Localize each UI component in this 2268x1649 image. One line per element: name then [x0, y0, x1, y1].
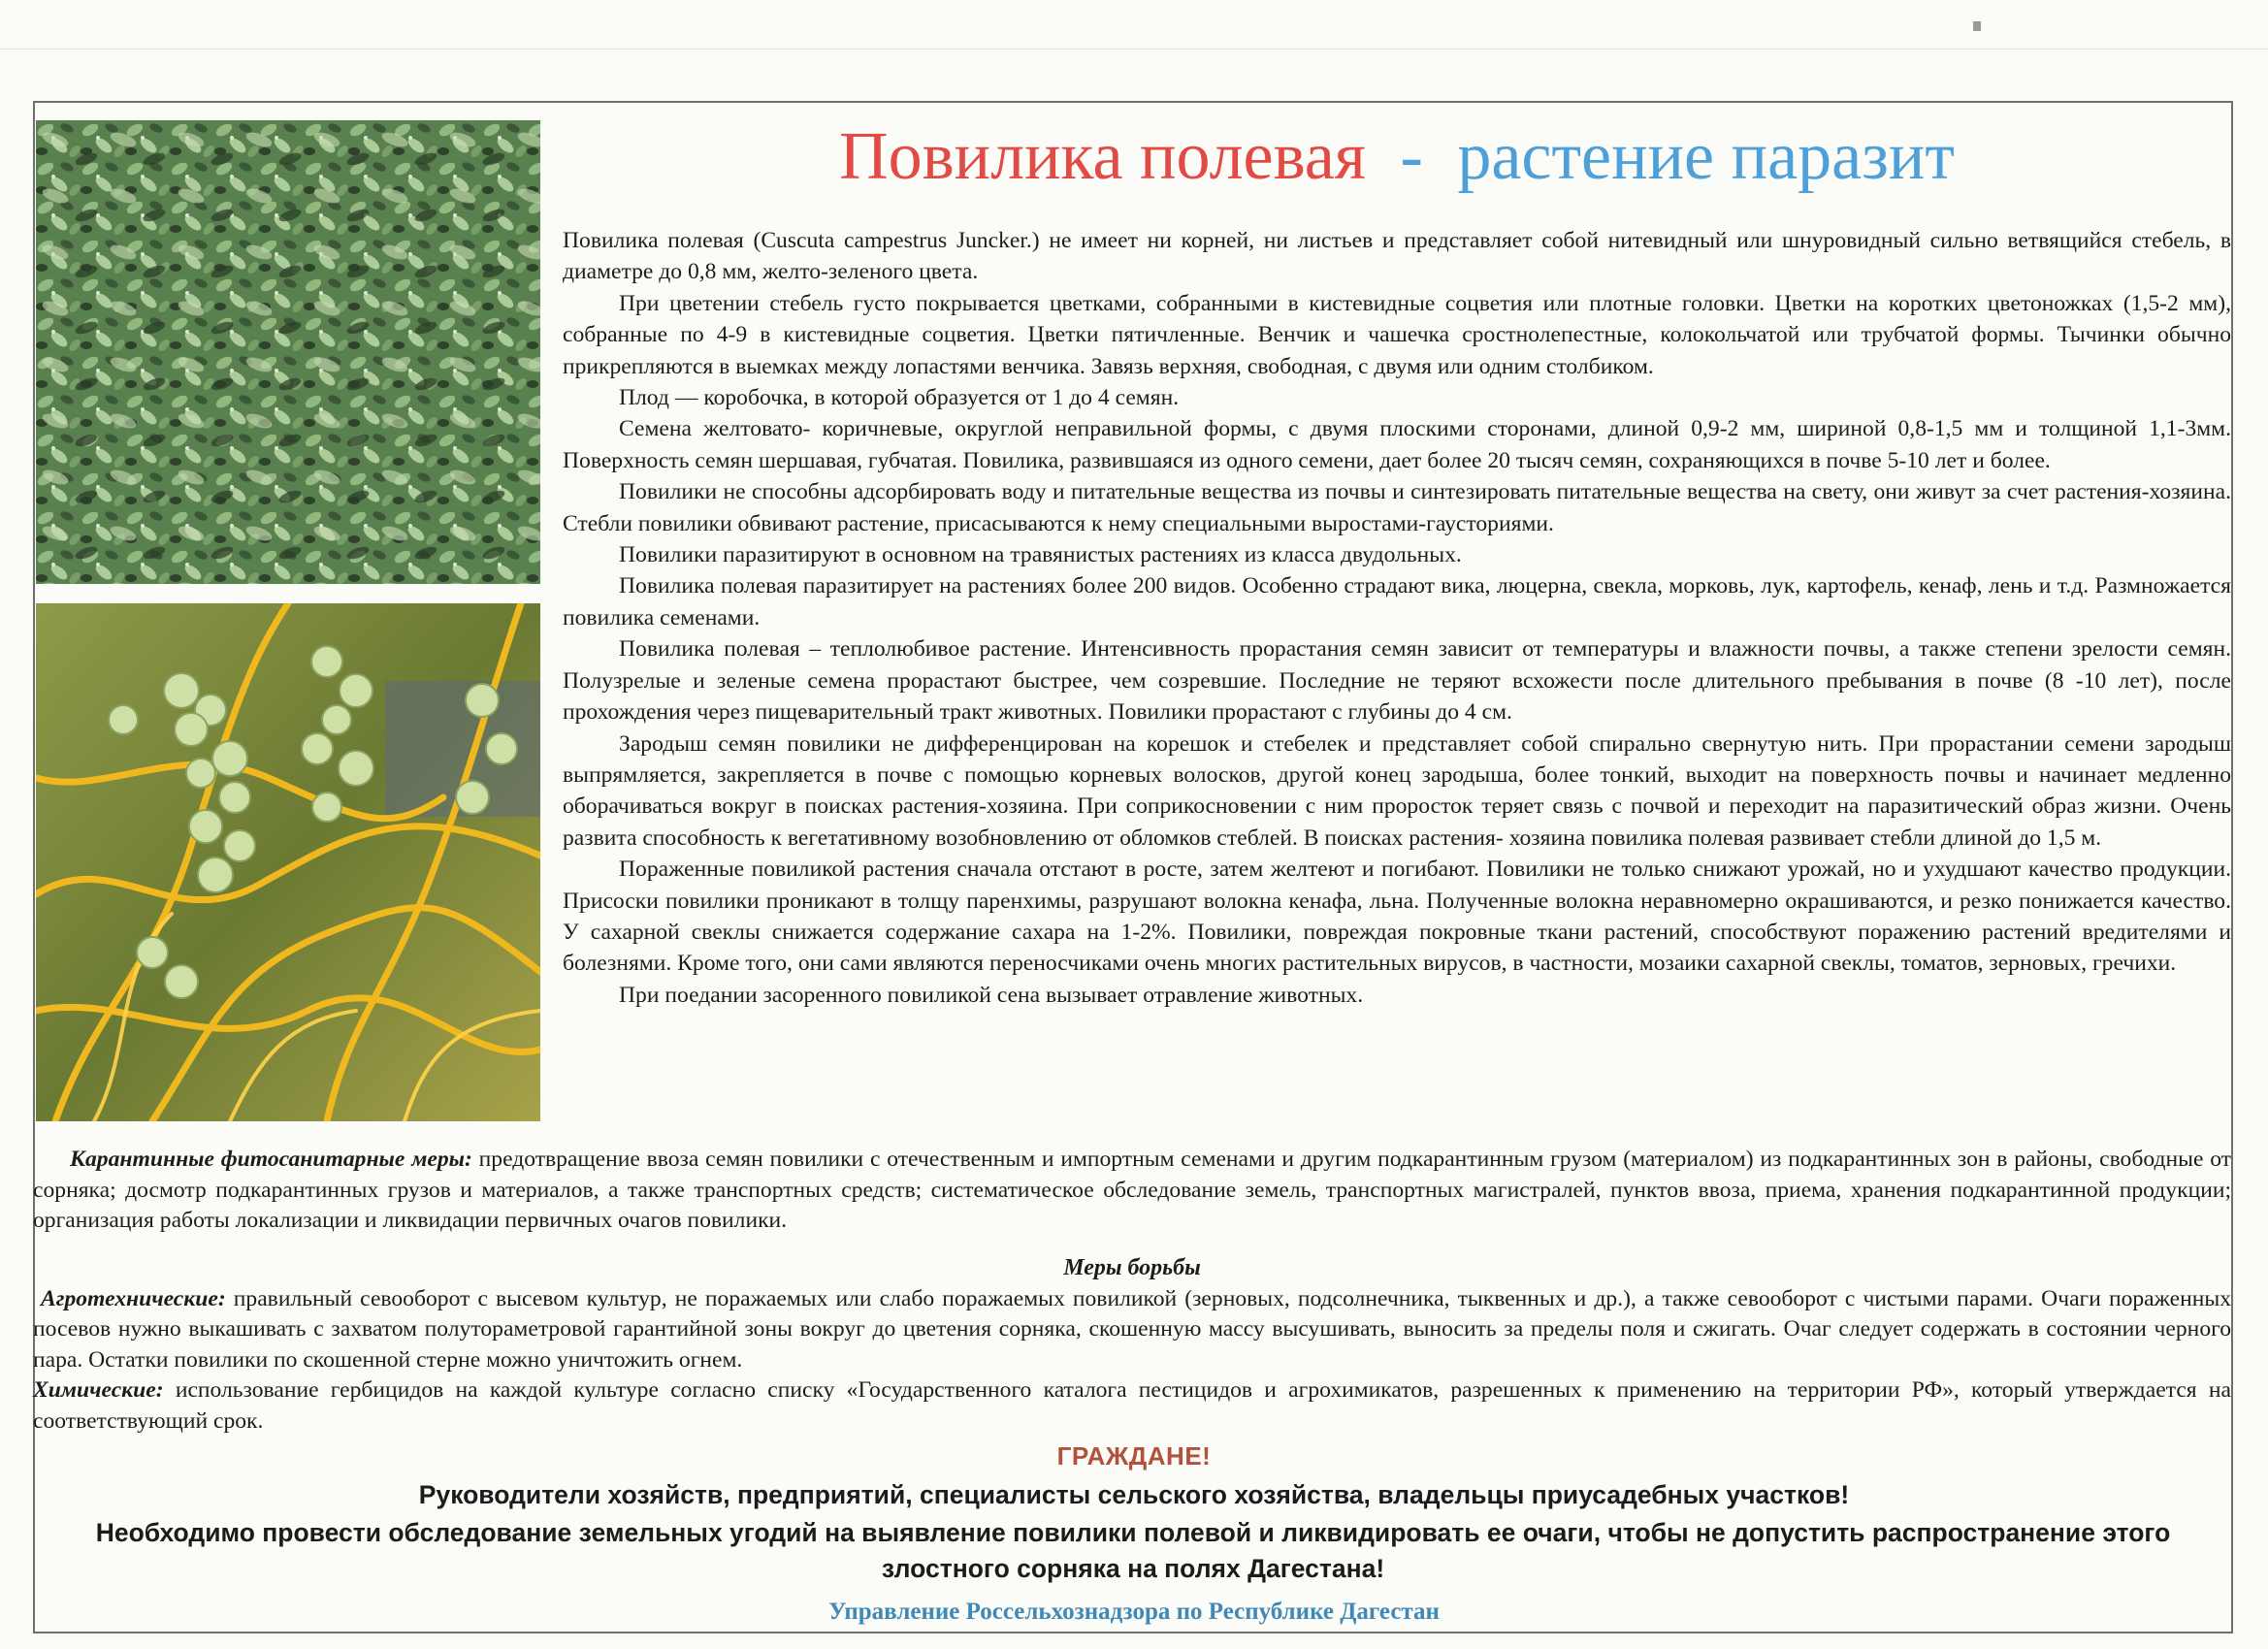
- photo-dodder: [36, 603, 540, 1121]
- chem-label: Химические:: [33, 1377, 164, 1403]
- control-section: [33, 1253, 2231, 1437]
- agro-label: Агротехнические:: [41, 1285, 226, 1311]
- page-title: [543, 109, 2251, 206]
- field-weeds-photo-icon: [36, 120, 540, 584]
- paragraph: При цветении стебель густо покрывается цветками, собранными в кистевидные соцветия или плотные головки. Цветки на коротких цветоножках (1,5-2 мм), собранные по 4-9 в кистевидные соцветия. Цветки пятичленные. Венчик и чашечка сростнолепестные, колокольчатой или трубчатой формы. Тычинки обычно прикрепляются в выемках между лопастями венчика. Завязь верхняя, свободная, с двумя или одним столбиком.: [563, 290, 2231, 379]
- paragraph: Повилика полевая (Cuscuta campestrus Juncker.) не имеет ни корней, ни листьев и представляет собой нитевидный или шнуровидный сильно ветвящийся стебель, в диаметре до 0,8 мм, желто-зеленого цвета.: [563, 228, 2231, 285]
- paragraph: Пораженные повиликой растения сначала отстают в росте, затем желтеют и погибают. Повилики не только снижают урожай, но и ухудшают качество продукции. Присоски повилики проникают в толщу паренхимы, разрушают волокна кенафа, льна. Полученные волокна неравномерно окрашиваются, и резко понижается качество. У сахарной свеклы снижается содержание сахара на 1-2%. Повилики, повреждая покровные ткани растений, способствуют поражению растений вредителями и болезнями. Кроме того, они сами являются переносчиками очень многих растительных вирусов, в частности, мозаики сахарной свеклы, томатов, зерновых, гречихи.: [563, 857, 2231, 977]
- quarantine-text: предотвращение ввоза семян повилики с отечественным и импортным семенами и другим подкарантинным грузом (материалом) из подкарантинных зон в районы, свободные от сорняка; досмотр подкарантинных грузов и материалов, а также транспортных средств; систематическое обследование земель, транспортных магистралей, пунктов ввоза, приема, хранения подкарантинной продукции; организация работы локализации и ликвидации первичных очагов повилики.: [33, 1147, 2231, 1233]
- paragraph: При поедании засоренного повиликой сена вызывает отравление животных.: [619, 982, 1364, 1008]
- chem-text: использование гербицидов на каждой культуре согласно списку «Государственного каталога пестицидов и агрохимикатов, разрешенных к применению на территории РФ», который утверждается на соответствующий срок.: [33, 1377, 2231, 1434]
- citizens-heading: ГРАЖДАНЕ!: [1056, 1441, 1212, 1471]
- title-part1: Повилика полевая: [839, 119, 1366, 194]
- description-text: [563, 225, 2231, 1011]
- appeal-line-1: Руководители хозяйств, предприятий, специалисты сельского хозяйства, владельцы приусадебных участков!: [418, 1480, 1850, 1509]
- appeal-line-2: Необходимо провести обследование земельных угодий на выявление повилики полевой и ликвидировать ее очаги, чтобы не допустить распространение этого злостного сорняка на полях Дагестана!: [95, 1518, 2171, 1583]
- photo-field: [36, 120, 540, 584]
- paragraph: Повилика полевая паразитирует на растениях более 200 видов. Особенно страдают вика, люцерна, свекла, морковь, лук, картофель, кенаф, лень и т.д. Размножается повилика семенами.: [563, 573, 2231, 630]
- paragraph: Плод — коробочка, в которой образуется от 1 до 4 семян.: [619, 385, 1180, 411]
- paragraph: Повилики не способны адсорбировать воду и питательные вещества из почвы и синтезировать питательные вещества на свету, они живут за счет растения-хозяина. Стебли повилики обвивают растение, присасываются к нему специальными выростами-гаусториями.: [563, 479, 2231, 536]
- title-separator: -: [1400, 119, 1423, 194]
- scan-speck: [1973, 21, 1981, 31]
- agro-text: правильный севооборот с высевом культур, не поражаемых или слабо поражаемых повиликой (зерновых, подсолнечника, тыквенных и др.), а также севооборот с чистыми парами. Очаги пораженных посевов нужно выкашивать с захватом полутораметровой гарантийной зоны вокруг до цветения сорняка, скошенную массу высушивать, выносить за пределы поля и сжигать. Очаг следует содержать в состоянии черного пара. Остатки повилики по скошенной стерне можно уничтожить огнем.: [33, 1285, 2231, 1373]
- title-part2: растение паразит: [1457, 119, 1955, 194]
- quarantine-section: [33, 1145, 2231, 1237]
- paragraph: Повилики паразитируют в основном на травянистых растениях из класса двудольных.: [619, 542, 1462, 568]
- scan-line-top: [0, 48, 2268, 49]
- control-heading: Меры борьбы: [1063, 1255, 1201, 1280]
- paragraph: Семена желтовато- коричневые, округлой неправильной формы, с двумя плоскими сторонами, длиной 0,9-2 мм, шириной 0,8-1,5 мм и толщиной 1,1-3мм. Поверхность семян шершавая, губчатая. Повилика, развившаяся из одного семени, дает более 20 тысяч семян, сохраняющихся в почве 5-10 лет и более.: [563, 416, 2231, 473]
- dodder-closeup-photo-icon: [36, 603, 540, 1121]
- paragraph: Зародыш семян повилики не дифференцирован на корешок и стебелек и представляет собой спирально свернутую нить. При прорастании семени зародыш выпрямляется, закрепляется в почве с помощью корневых волосков, другой конец зародыша, более тонкий, выходит на поверхность почвы и начинает медленно оборачиваться вокруг в поисках растения-хозяина. При соприкосновении с ним проросток теряет связь с почвой и переходит на паразитический образ жизни. Очень развита способность к вегетативному возобновлению от обломков стеблей. В поисках растения- хозяина повилика полевая развивает стебли длиной до 1,5 м.: [563, 730, 2231, 851]
- paragraph: Повилика полевая – теплолюбивое растение. Интенсивность прорастания семян зависит от температуры и влажности почвы, а также степени зрелости семян. Полузрелые и зеленые семена прорастают быстрее, чем созревшие. Последние не теряют всхожести после длительного пребывания в почве (8 -10 лет), после прохождения через пищеварительный тракт животных. Повилики прорастают с глубины до 4 см.: [563, 636, 2231, 726]
- footer-organization: Управление Россельхознадзора по Республике Дагестан: [828, 1599, 1440, 1625]
- quarantine-label: Карантинные фитосанитарные меры:: [70, 1147, 472, 1172]
